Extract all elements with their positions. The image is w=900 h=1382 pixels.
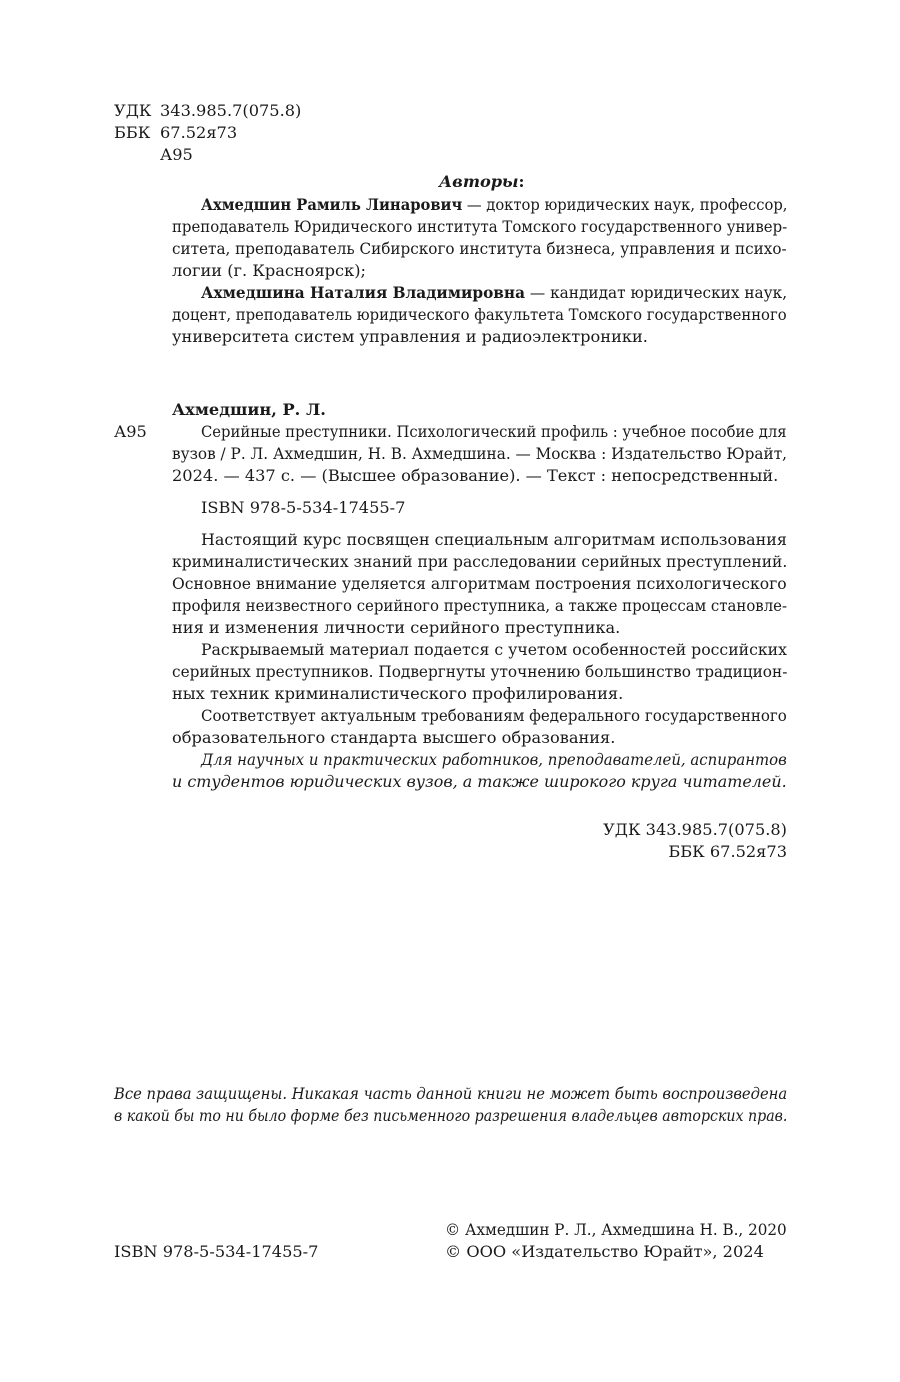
abstract-p3-line-2: образовательного стандарта высшего образования. xyxy=(172,728,616,747)
abstract-p1-line-1: Настоящий курс посвящен специальным алгоритмам использования xyxy=(201,530,787,549)
abstract-p4-line-1: Для научных и практических работников, преподавателей, аспирантов xyxy=(201,750,787,769)
abstract-p4-line-2: и студентов юридических вузов, а также широкого круга читателей. xyxy=(172,772,787,791)
author2-line-2: доцент, преподаватель юридического факультета Томского государственного xyxy=(172,305,787,324)
author1-line-1: Ахмедшин Рамиль Линарович — доктор юридических наук, профессор, xyxy=(201,195,788,214)
abstract-p2-line-3: ных техник криминалистического профилирования. xyxy=(172,684,624,703)
abstract-p1-line-3: Основное внимание уделяется алгоритмам построения психологического xyxy=(172,574,787,593)
copyright-publisher: © ООО «Издательство Юрайт», 2024 xyxy=(445,1242,764,1261)
author1-line-4: логии (г. Красноярск); xyxy=(172,261,366,280)
footer-bbk: ББК 67.52я73 xyxy=(668,842,787,861)
author1-name: Ахмедшин Рамиль Линарович xyxy=(201,195,463,214)
abstract-p1-line-5: ния и изменения личности серийного преступника. xyxy=(172,618,621,637)
record-isbn: ISBN 978-5-534-17455-7 xyxy=(201,498,406,517)
author1-line-2: преподаватель Юридического института Томского государственного универ- xyxy=(172,217,788,236)
copyright-authors: © Ахмедшин Р. Л., Ахмедшина Н. В., 2020 xyxy=(445,1220,787,1239)
record-line-1: Серийные преступники. Психологический профиль : учебное пособие для xyxy=(201,422,787,441)
record-mark: А95 xyxy=(114,422,147,441)
author-mark: А95 xyxy=(160,145,193,164)
record-author-heading: Ахмедшин, Р. Л. xyxy=(172,400,326,419)
bbk-label: ББК xyxy=(114,123,151,142)
udk-label: УДК xyxy=(114,101,152,120)
author2-line-1: Ахмедшина Наталия Владимировна — кандидат юридических наук, xyxy=(201,283,788,302)
abstract-p2-line-1: Раскрываемый материал подается с учетом особенностей российских xyxy=(201,640,787,659)
author2-line-3: университета систем управления и радиоэлектроники. xyxy=(172,327,648,346)
author1-line-3: ситета, преподаватель Сибирского института бизнеса, управления и психо- xyxy=(172,239,787,258)
abstract-p2-line-2: серийных преступников. Подвергнуты уточнению большинство традицион- xyxy=(172,662,788,681)
abstract-p3-line-1: Соответствует актуальным требованиям федерального государственного xyxy=(201,706,787,725)
bottom-isbn: ISBN 978-5-534-17455-7 xyxy=(114,1242,319,1261)
record-line-2: вузов / Р. Л. Ахмедшин, Н. В. Ахмедшина. — Москва : Издательство Юрайт, xyxy=(172,444,788,463)
abstract-p1-line-4: профиля неизвестного серийного преступника, а также процессам становле- xyxy=(172,596,788,615)
bbk-value: 67.52я73 xyxy=(160,123,238,142)
rights-line-1: Все права защищены. Никакая часть данной книги не может быть воспроизведена xyxy=(114,1084,788,1103)
footer-udk: УДК 343.985.7(075.8) xyxy=(603,820,787,839)
authors-heading: Авторы: xyxy=(439,172,525,191)
udk-value: 343.985.7(075.8) xyxy=(160,101,302,120)
abstract-p1-line-2: криминалистических знаний при расследовании серийных преступлений. xyxy=(172,552,788,571)
record-line-3: 2024. — 437 с. — (Высшее образование). — Текст : непосредственный. xyxy=(172,466,779,485)
rights-line-2: в какой бы то ни было форме без письменного разрешения владельцев авторских прав. xyxy=(114,1106,788,1125)
author2-name: Ахмедшина Наталия Владимировна xyxy=(201,283,526,302)
